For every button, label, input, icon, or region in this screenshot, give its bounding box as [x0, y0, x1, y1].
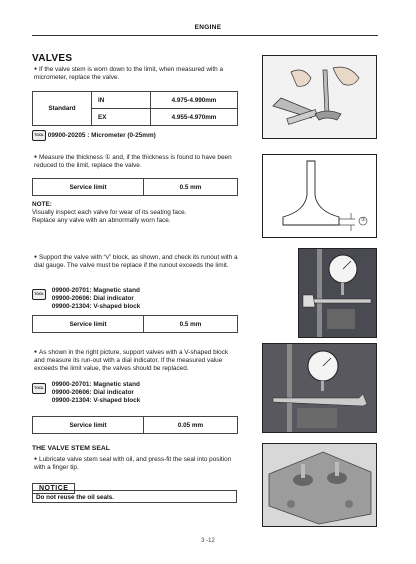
spec-value-ex: 4.955-4.970mm [151, 109, 238, 126]
head-runout-limit-label: Service limit [33, 417, 144, 434]
note-title: NOTE: [32, 201, 52, 208]
runout-limit-value: 0.5 mm [144, 316, 238, 333]
micrometer-tool-line [32, 130, 242, 141]
runout-tool-2: 09900-20606: Dial indicator [51, 295, 134, 303]
head-runout-tool-3: 09900-21304: V-shaped block [51, 397, 141, 405]
thickness-limit-table [32, 178, 238, 196]
thickness-limit-label: Service limit [33, 179, 144, 196]
notice-text: Do not reuse the oil seals. [32, 490, 237, 503]
tool-icon: TOOL [32, 130, 46, 141]
note-line-2: Replace any valve with an abnormally worn face. [32, 217, 171, 224]
head-runout-text: ● As shown in the right picture, support valves with a V-shaped block and measure its run-out with a dial indicator. If the measured value exceeds the limit value, the valves should be replaced. [34, 348, 240, 374]
micrometer-photo [262, 55, 377, 139]
head-runout-tools [32, 381, 242, 406]
notice-label: NOTICE [32, 483, 75, 494]
head-runout-limit-table [32, 416, 238, 434]
valve-head-runout-photo [262, 343, 377, 433]
runout-limit-table [32, 315, 238, 333]
head-runout-tool-2: 09900-20606: Dial indicator [51, 389, 134, 397]
runout-text: ● Support the valve with “v” block, as shown, and check its runout with a dial gauge. The valve must be replace if the runout exceeds the limit. [34, 253, 240, 270]
tool-icon: TOOL [32, 383, 46, 394]
head-runout-limit-value: 0.05 mm [144, 417, 238, 434]
valve-stem-spec-table [32, 91, 238, 126]
runout-tool-3: 09900-21304: V-shaped block [51, 303, 141, 311]
micrometer-tool-text: 09900-20205 : Micrometer (0-25mm) [47, 132, 156, 140]
header-divider [32, 35, 378, 36]
thickness-callout-label: ① [361, 217, 366, 223]
spec-key-ex: EX [92, 109, 151, 126]
spec-value-in: 4.975-4.990mm [151, 92, 238, 109]
cylinder-head-photo [262, 443, 377, 527]
valve-thickness-drawing [262, 154, 377, 238]
spec-key-in: IN [92, 92, 151, 109]
thickness-limit-value: 0.5 mm [144, 179, 238, 196]
head-runout-tool-1: 09900-20701: Magnetic stand [51, 381, 140, 388]
page-number: 3 -12 [201, 538, 215, 544]
thickness-text: ● Measure the thickness ① and, if the thickness is found to have been reduced to the limit, replace the valve. [34, 153, 240, 170]
valves-title: VALVES [32, 53, 73, 64]
note-line-1: Visually inspect each valve for wear of its seating face. [32, 209, 187, 216]
valve-runout-photo [298, 248, 377, 338]
tool-icon: TOOL [32, 289, 46, 300]
stem-seal-title: THE VALVE STEM SEAL [32, 445, 110, 452]
runout-limit-label: Service limit [33, 316, 144, 333]
runout-tools [32, 287, 242, 312]
spec-row-label: Standard [33, 92, 92, 126]
section-header: ENGINE [194, 24, 222, 31]
valves-intro: ● If the valve stem is worn down to the limit, when measured with a micrometer, replace the valve. [34, 65, 240, 82]
stem-seal-text: ● Lubricate valve stem seal with oil, and press-fit the seal into position with a finger tip. [34, 455, 240, 472]
runout-tool-1: 09900-20701: Magnetic stand [51, 287, 140, 294]
